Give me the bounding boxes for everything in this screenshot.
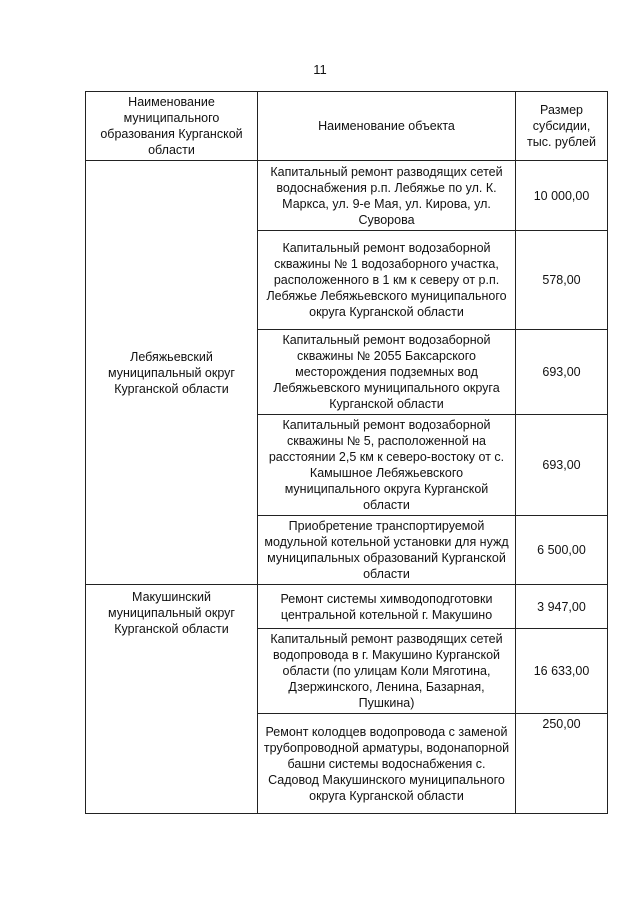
object-cell: Приобретение транспортируемой модульной котельной установки для нужд муниципальных образований Курганской области <box>258 516 516 585</box>
object-cell: Ремонт колодцев водопровода с заменой трубопроводной арматуры, водонапорной башни системы водоснабжения с. Садовод Макушинского муниципального округа Курганской области <box>258 714 516 814</box>
subsidy-table <box>85 91 608 814</box>
amount-cell: 693,00 <box>516 415 608 516</box>
page-number: 11 <box>313 62 327 77</box>
amount-cell: 6 500,00 <box>516 516 608 585</box>
municipality-cell: Макушинский муниципальный округ Курганской области <box>86 585 258 814</box>
object-cell: Ремонт системы химводоподготовки центральной котельной г. Макушино <box>258 585 516 629</box>
object-cell: Капитальный ремонт водозаборной скважины № 2055 Баксарского месторождения подземных вод Лебяжьевского муниципального округа Курганской области <box>258 330 516 415</box>
table-row <box>86 161 608 231</box>
object-cell: Капитальный ремонт водозаборной скважины № 1 водозаборного участка, расположенного в 1 км к северу от р.п. Лебяжье Лебяжьевского муниципального округа Курганской области <box>258 231 516 330</box>
amount-cell: 578,00 <box>516 231 608 330</box>
header-object: Наименование объекта <box>258 92 516 161</box>
amount-cell: 250,00 <box>516 714 608 814</box>
object-cell: Капитальный ремонт водозаборной скважины № 5, расположенной на расстоянии 2,5 км к северо-востоку от с. Камышное Лебяжьевского муниципального округа Курганской области <box>258 415 516 516</box>
table-header-row <box>86 92 608 161</box>
object-cell: Капитальный ремонт разводящих сетей водоснабжения р.п. Лебяжье по ул. К. Маркса, ул. 9-е Мая, ул. Кирова, ул. Суворова <box>258 161 516 231</box>
header-amount: Размер субсидии, тыс. рублей <box>516 92 608 161</box>
header-municipality: Наименование муниципального образования Курганской области <box>86 92 258 161</box>
amount-cell: 693,00 <box>516 330 608 415</box>
amount-cell: 16 633,00 <box>516 629 608 714</box>
municipality-cell: Лебяжьевский муниципальный округ Курганской области <box>86 161 258 585</box>
amount-cell: 10 000,00 <box>516 161 608 231</box>
amount-cell: 3 947,00 <box>516 585 608 629</box>
object-cell: Капитальный ремонт разводящих сетей водопровода в г. Макушино Курганской области (по улицам Коли Мяготина, Дзержинского, Ленина, Базарная, Пушкина) <box>258 629 516 714</box>
table-row <box>86 585 608 629</box>
